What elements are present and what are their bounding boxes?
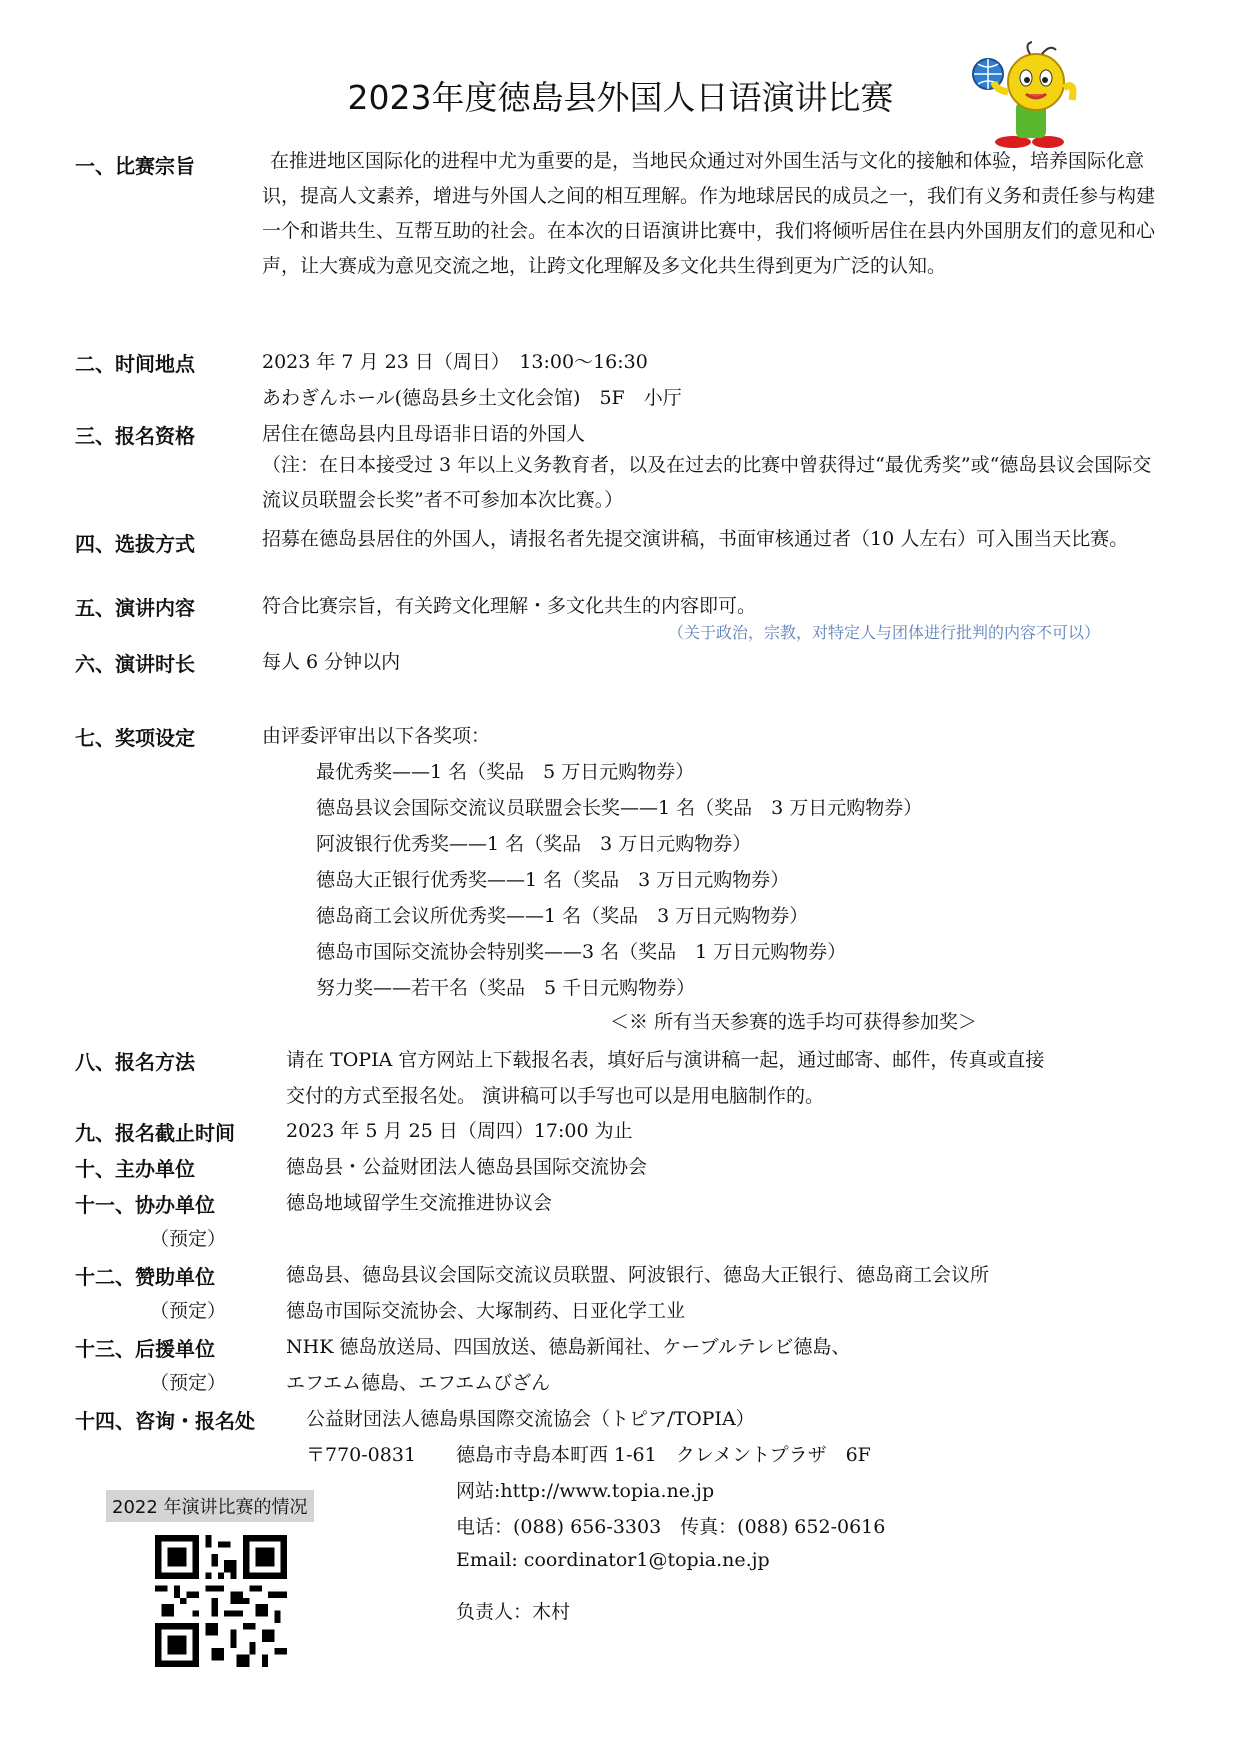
award-item: 最优秀奖——1 名（奖品 5 万日元购物券） [316, 761, 695, 783]
section-13-sub: （预定） [150, 1372, 227, 1394]
section-8-line2: 交付的方式至报名处。 演讲稿可以手写也可以是用电脑制作的。 [286, 1085, 825, 1107]
award-item: 努力奖——若干名（奖品 5 千日元购物券） [316, 977, 696, 999]
section-8-line1: 请在 TOPIA 官方网站上下载报名表，填好后与演讲稿一起，通过邮寄、邮件，传真或直接 [286, 1049, 1045, 1071]
section-14-address: 德島市寺島本町西 1-61 クレメントプラザ 6F [456, 1444, 871, 1466]
section-10-label: 十、主办单位 [75, 1157, 195, 1181]
section-14-label: 十四、咨询・报名处 [75, 1409, 255, 1433]
qr-caption: 2022 年演讲比赛的情况 [106, 1490, 314, 1522]
section-14-org: 公益財団法人德島県国際交流協会（トピア/TOPIA） [306, 1408, 755, 1430]
section-4-label: 四、选拔方式 [75, 532, 195, 556]
section-12-line1: 德岛县、德岛县议会国际交流议员联盟、阿波银行、德岛大正银行、德岛商工会议所 [286, 1264, 990, 1286]
section-7-label: 七、奖项设定 [75, 726, 195, 750]
section-1-text: 在推进地区国际化的进程中尤为重要的是，当地民众通过对外国生活与文化的接触和体验，培养国际化意识，提高人文素养，增进与外国人之间的相互理解。作为地球居民的成员之一，我们有义务和责任参与构建一个和谐共生、互帮互助的社会。在本次的日语演讲比赛中，我们将倾听居住在县内外国朋友们的意见和心声，让大赛成为意见交流之地，让跨文化理解及多文化共生得到更为广泛的认知。 [262, 150, 1156, 277]
section-2-datetime: 2023 年 7 月 23 日（周日） 13:00～16:30 [262, 351, 648, 373]
section-14-website[interactable]: 网站:http://www.topia.ne.jp [456, 1480, 715, 1502]
section-6-label: 六、演讲时长 [75, 652, 195, 676]
mascot-illustration [968, 40, 1083, 150]
section-2-venue: あわぎんホール(德岛县乡土文化会馆) 5F 小厅 [262, 387, 682, 409]
award-item: 德岛大正银行优秀奖——1 名（奖品 3 万日元购物券） [316, 869, 790, 891]
award-item: 德岛县议会国际交流议员联盟会长奖——1 名（奖品 3 万日元购物券） [316, 797, 923, 819]
section-10-text: 德岛县・公益财团法人德岛县国际交流协会 [286, 1156, 648, 1178]
section-12-label: 十二、赞助单位 [75, 1265, 215, 1289]
section-7-note: ＜※ 所有当天参赛的选手均可获得参加奖＞ [610, 1011, 978, 1033]
section-11-text: 德岛地域留学生交流推进协议会 [286, 1192, 553, 1214]
section-9-text: 2023 年 5 月 25 日（周四）17:00 为止 [286, 1120, 633, 1142]
section-6-text: 每人 6 分钟以内 [262, 651, 401, 673]
section-4-text: 招募在德岛县居住的外国人，请报名者先提交演讲稿，书面审核通过者（10 人左右）可入围当天比赛。 [262, 528, 1129, 550]
section-14-phone: 电话：(088) 656-3303 传真：(088) 652-0616 [456, 1516, 886, 1538]
section-5-text: 符合比赛宗旨，有关跨文化理解・多文化共生的内容即可。 [262, 595, 757, 617]
award-item: 德岛商工会议所优秀奖——1 名（奖品 3 万日元购物券） [316, 905, 809, 927]
qr-code[interactable] [155, 1535, 287, 1667]
section-3-label: 三、报名资格 [75, 424, 195, 448]
section-14-postal: 〒770-0831 [306, 1444, 417, 1466]
section-12-line2: 德岛市国际交流协会、大塚制药、日亚化学工业 [286, 1300, 686, 1322]
section-7-intro: 由评委评审出以下各奖项： [262, 725, 491, 747]
section-5-note: （关于政治，宗教，对特定人与团体进行批判的内容不可以） [668, 623, 1101, 642]
section-3-note: （注：在日本接受过 3 年以上义务教育者，以及在过去的比赛中曾获得过“最优秀奖”或“德岛县议会国际交流议员联盟会长奖”者不可参加本次比赛。） [262, 454, 1152, 511]
page-title: 2023年度徳島县外国人日语演讲比赛 [347, 78, 894, 117]
section-13-line1: NHK 德岛放送局、四国放送、德島新闻社、ケーブルテレビ德島、 [286, 1336, 851, 1358]
section-13-label: 十三、后援单位 [75, 1337, 215, 1361]
section-11-label: 十一、协办单位 [75, 1193, 215, 1217]
section-2-label: 二、时间地点 [75, 352, 195, 376]
section-5-label: 五、演讲内容 [75, 596, 195, 620]
section-12-sub: （预定） [150, 1300, 227, 1322]
section-14-email[interactable]: Email: coordinator1@topia.ne.jp [456, 1549, 770, 1571]
section-11-sub: （预定） [150, 1228, 227, 1250]
section-9-label: 九、报名截止时间 [75, 1121, 235, 1145]
award-item: 阿波银行优秀奖——1 名（奖品 3 万日元购物券） [316, 833, 752, 855]
section-14-contact: 负责人：木村 [456, 1601, 571, 1623]
section-3-eligibility: 居住在德岛县内且母语非日语的外国人 [262, 423, 586, 445]
award-item: 德岛市国际交流协会特别奖——3 名（奖品 1 万日元购物券） [316, 941, 847, 963]
section-8-label: 八、报名方法 [75, 1050, 195, 1074]
section-1-label: 一、比赛宗旨 [75, 154, 195, 178]
section-13-line2: エフエム德島、エフエムびざん [286, 1372, 551, 1394]
